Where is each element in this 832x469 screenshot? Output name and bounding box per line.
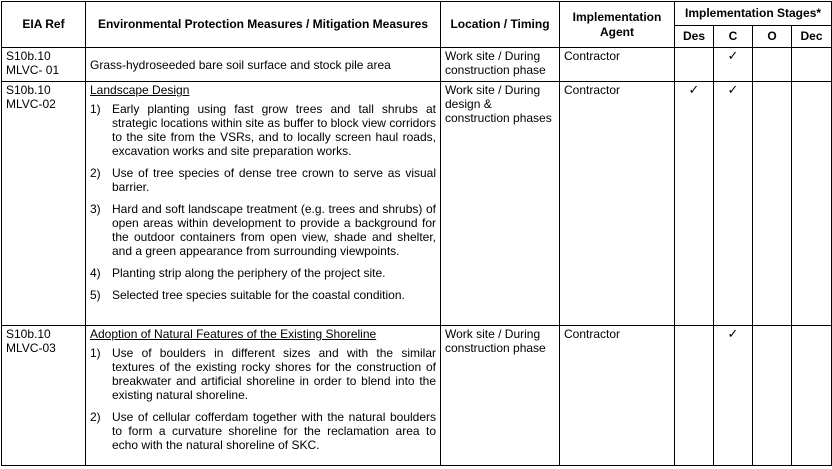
stage-c-cell: ✓	[714, 48, 753, 82]
eia-ref-cell: S10b.10 MLVC- 01	[2, 48, 86, 82]
header-stage-des: Des	[675, 26, 714, 48]
stage-dec-cell	[792, 48, 832, 82]
measure-cell	[86, 82, 441, 326]
list-item: 1) Use of boulders in different sizes and with the similar textures of the existing rocky shores for the construction of breakwater and artificial shoreline in order to blend into the existing natural shoreline.	[90, 346, 436, 402]
header-stage-dec: Dec	[792, 26, 832, 48]
table-row	[2, 326, 832, 466]
stage-o-cell	[753, 82, 792, 326]
stage-o-cell	[753, 326, 792, 466]
header-location: Location / Timing	[441, 2, 560, 48]
list-item: 2) Use of cellular cofferdam together with the natural boulders to form a curvature shoreline for the reclamation area to echo with the natural shoreline of SKC.	[90, 410, 436, 452]
header-agent: Implementation Agent	[560, 2, 675, 48]
list-item: 3) Hard and soft landscape treatment (e.g. trees and shrubs) of open areas within development to provide a background for the outdoor containers from open view, shade and shelter, and a green appearance from surrounding viewpoints.	[90, 202, 436, 258]
stage-c-cell: ✓	[714, 326, 753, 466]
stage-dec-cell	[792, 82, 832, 326]
list-item: 1) Early planting using fast grow trees and tall shrubs at strategic locations within site as buffer to block view corridors to the site from the VSRs, and to locally screen haul roads, excavation works and site preparation works.	[90, 102, 436, 158]
table-row	[2, 82, 832, 326]
stage-dec-cell	[792, 326, 832, 466]
stage-des-cell	[675, 326, 714, 466]
agent-cell: Contractor	[560, 48, 675, 82]
list-item: 4) Planting strip along the periphery of the project site.	[90, 266, 386, 280]
header-row	[2, 2, 832, 26]
header-stage-o: O	[753, 26, 792, 48]
eia-ref-cell: S10b.10 MLVC-02	[2, 82, 86, 326]
measure-list	[90, 102, 436, 302]
agent-cell: Contractor	[560, 326, 675, 466]
table-row	[2, 48, 832, 82]
header-measures: Environmental Protection Measures / Mitigation Measures	[86, 2, 441, 48]
mitigation-measures-table	[1, 1, 832, 466]
location-cell: Work site / During construction phase	[441, 326, 560, 466]
header-stage-c: C	[714, 26, 753, 48]
eia-ref-cell: S10b.10 MLVC-03	[2, 326, 86, 466]
header-eia-ref: EIA Ref	[2, 2, 86, 48]
stage-des-cell: ✓	[675, 82, 714, 326]
agent-cell: Contractor	[560, 82, 675, 326]
location-cell: Work site / During design & construction phases	[441, 82, 560, 326]
stage-c-cell: ✓	[714, 82, 753, 326]
measure-title: Grass-hydroseeded bare soil surface and stock pile area	[90, 57, 391, 72]
measure-list	[90, 346, 436, 452]
measure-title: Landscape Design	[90, 83, 190, 97]
stage-des-cell	[675, 48, 714, 82]
measure-cell	[86, 326, 441, 466]
list-item: 2) Use of tree species of dense tree crown to serve as visual barrier.	[90, 166, 436, 194]
stage-o-cell	[753, 48, 792, 82]
header-stages: Implementation Stages*	[675, 2, 832, 26]
measure-cell	[86, 48, 441, 82]
measure-title: Adoption of Natural Features of the Existing Shoreline	[90, 327, 377, 341]
list-item: 5) Selected tree species suitable for the coastal condition.	[90, 288, 405, 302]
location-cell: Work site / During construction phase	[441, 48, 560, 82]
